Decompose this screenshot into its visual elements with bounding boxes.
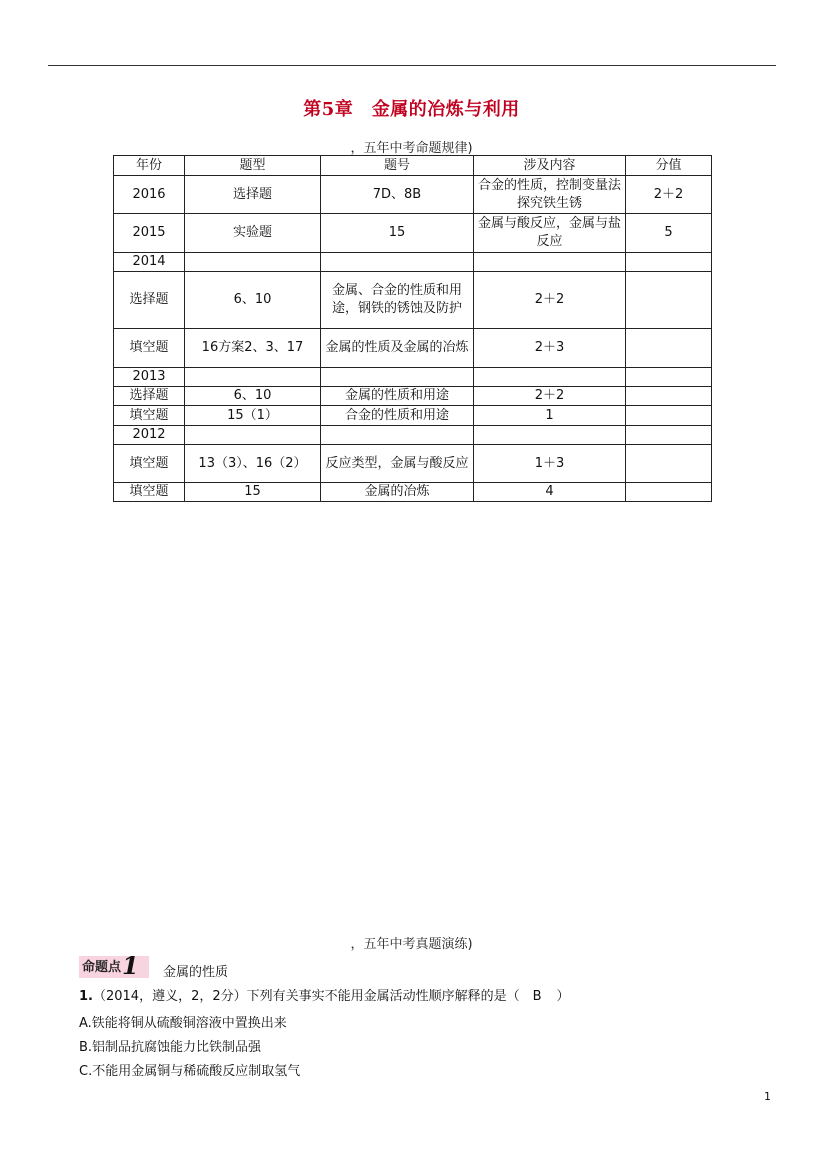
table-row xyxy=(114,406,712,426)
table-row xyxy=(114,387,712,406)
table-cell: 金属的冶炼 xyxy=(321,483,474,502)
table-cell: 反应类型，金属与酸反应 xyxy=(321,445,474,483)
table-row xyxy=(114,426,712,445)
table-cell: 金属的性质及金属的冶炼 xyxy=(321,329,474,368)
table-cell: 合金的性质，控制变量法探究铁生锈 xyxy=(474,176,626,214)
table-cell: 4 xyxy=(474,483,626,502)
table-cell xyxy=(321,253,474,272)
table-cell: 6、10 xyxy=(185,387,321,406)
table-cell xyxy=(626,329,712,368)
table-cell: 2＋2 xyxy=(474,272,626,329)
section-heading-practice: ，五年中考真题演练) xyxy=(350,937,473,952)
table-cell xyxy=(626,387,712,406)
table-cell: 2015 xyxy=(114,214,185,253)
badge-number: 1 xyxy=(122,951,139,980)
table-cell: 2＋2 xyxy=(474,387,626,406)
header-cell: 分值 xyxy=(626,156,712,176)
table-cell: 6、10 xyxy=(185,272,321,329)
question-stem xyxy=(79,985,570,1004)
option-a: A.铁能将铜从硫酸铜溶液中置换出来 xyxy=(79,1016,287,1031)
table-row xyxy=(114,368,712,387)
table-cell xyxy=(626,426,712,445)
chapter-title: 第5章 金属的冶炼与利用 xyxy=(303,99,520,120)
table-cell: 15 xyxy=(185,483,321,502)
table-cell xyxy=(474,368,626,387)
table-row xyxy=(114,272,712,329)
table-cell: 金属的性质和用途 xyxy=(321,387,474,406)
table-cell: 选择题 xyxy=(185,176,321,214)
table-cell xyxy=(185,368,321,387)
table-row xyxy=(114,445,712,483)
exam-rules-table xyxy=(113,155,712,502)
topic-title: 金属的性质 xyxy=(163,965,229,980)
table-cell: 2014 xyxy=(114,253,185,272)
table-cell xyxy=(626,483,712,502)
table-cell xyxy=(185,426,321,445)
header-rule xyxy=(48,65,776,66)
table-cell: 填空题 xyxy=(114,406,185,426)
table-header-row xyxy=(114,156,712,176)
header-cell: 题号 xyxy=(321,156,474,176)
table-cell xyxy=(626,272,712,329)
table-cell xyxy=(626,253,712,272)
table-cell: 合金的性质和用途 xyxy=(321,406,474,426)
badge-label: 命题点 xyxy=(82,960,122,975)
table-cell xyxy=(321,426,474,445)
table-row xyxy=(114,329,712,368)
table-cell xyxy=(321,368,474,387)
question-text: （2014，遵义，2，2分）下列有关事实不能用金属活动性顺序解释的是（ xyxy=(92,989,533,1004)
table-row xyxy=(114,176,712,214)
question-answer: B xyxy=(532,989,544,1004)
option-c: C.不能用金属铜与稀硫酸反应制取氢气 xyxy=(79,1064,301,1079)
table-cell: 5 xyxy=(626,214,712,253)
header-cell: 题型 xyxy=(185,156,321,176)
section-heading-rules: ，五年中考命题规律) xyxy=(350,141,473,156)
table-cell: 填空题 xyxy=(114,445,185,483)
table-cell: 13（3）、16（2） xyxy=(185,445,321,483)
table-cell: 2012 xyxy=(114,426,185,445)
header-cell: 年份 xyxy=(114,156,185,176)
table-cell: 16方案2、3、17 xyxy=(185,329,321,368)
table-cell: 2＋2 xyxy=(626,176,712,214)
table-cell: 15 xyxy=(321,214,474,253)
table-cell xyxy=(626,406,712,426)
table-cell xyxy=(185,253,321,272)
table-cell: 1 xyxy=(474,406,626,426)
topic-badge xyxy=(79,951,149,980)
page-number: 1 xyxy=(764,1090,771,1103)
table-cell: 实验题 xyxy=(185,214,321,253)
header-cell: 涉及内容 xyxy=(474,156,626,176)
table-cell: 2013 xyxy=(114,368,185,387)
table-cell: 金属、合金的性质和用途，钢铁的锈蚀及防护 xyxy=(321,272,474,329)
table-cell xyxy=(626,445,712,483)
option-b: B.铝制品抗腐蚀能力比铁制品强 xyxy=(79,1040,262,1055)
table-cell: 15（1） xyxy=(185,406,321,426)
table-cell: 1＋3 xyxy=(474,445,626,483)
question-number: 1. xyxy=(79,989,93,1004)
table-cell: 2016 xyxy=(114,176,185,214)
table-cell: 填空题 xyxy=(114,483,185,502)
table-cell: 选择题 xyxy=(114,272,185,329)
table-row xyxy=(114,253,712,272)
table-cell: 金属与酸反应，金属与盐反应 xyxy=(474,214,626,253)
table-cell: 选择题 xyxy=(114,387,185,406)
table-cell xyxy=(626,368,712,387)
table-cell xyxy=(474,253,626,272)
table-cell: 7D、8B xyxy=(321,176,474,214)
table-cell: 2＋3 xyxy=(474,329,626,368)
table-cell xyxy=(474,426,626,445)
table-cell: 填空题 xyxy=(114,329,185,368)
table-row xyxy=(114,214,712,253)
question-close: ） xyxy=(543,989,570,1004)
table-row xyxy=(114,483,712,502)
